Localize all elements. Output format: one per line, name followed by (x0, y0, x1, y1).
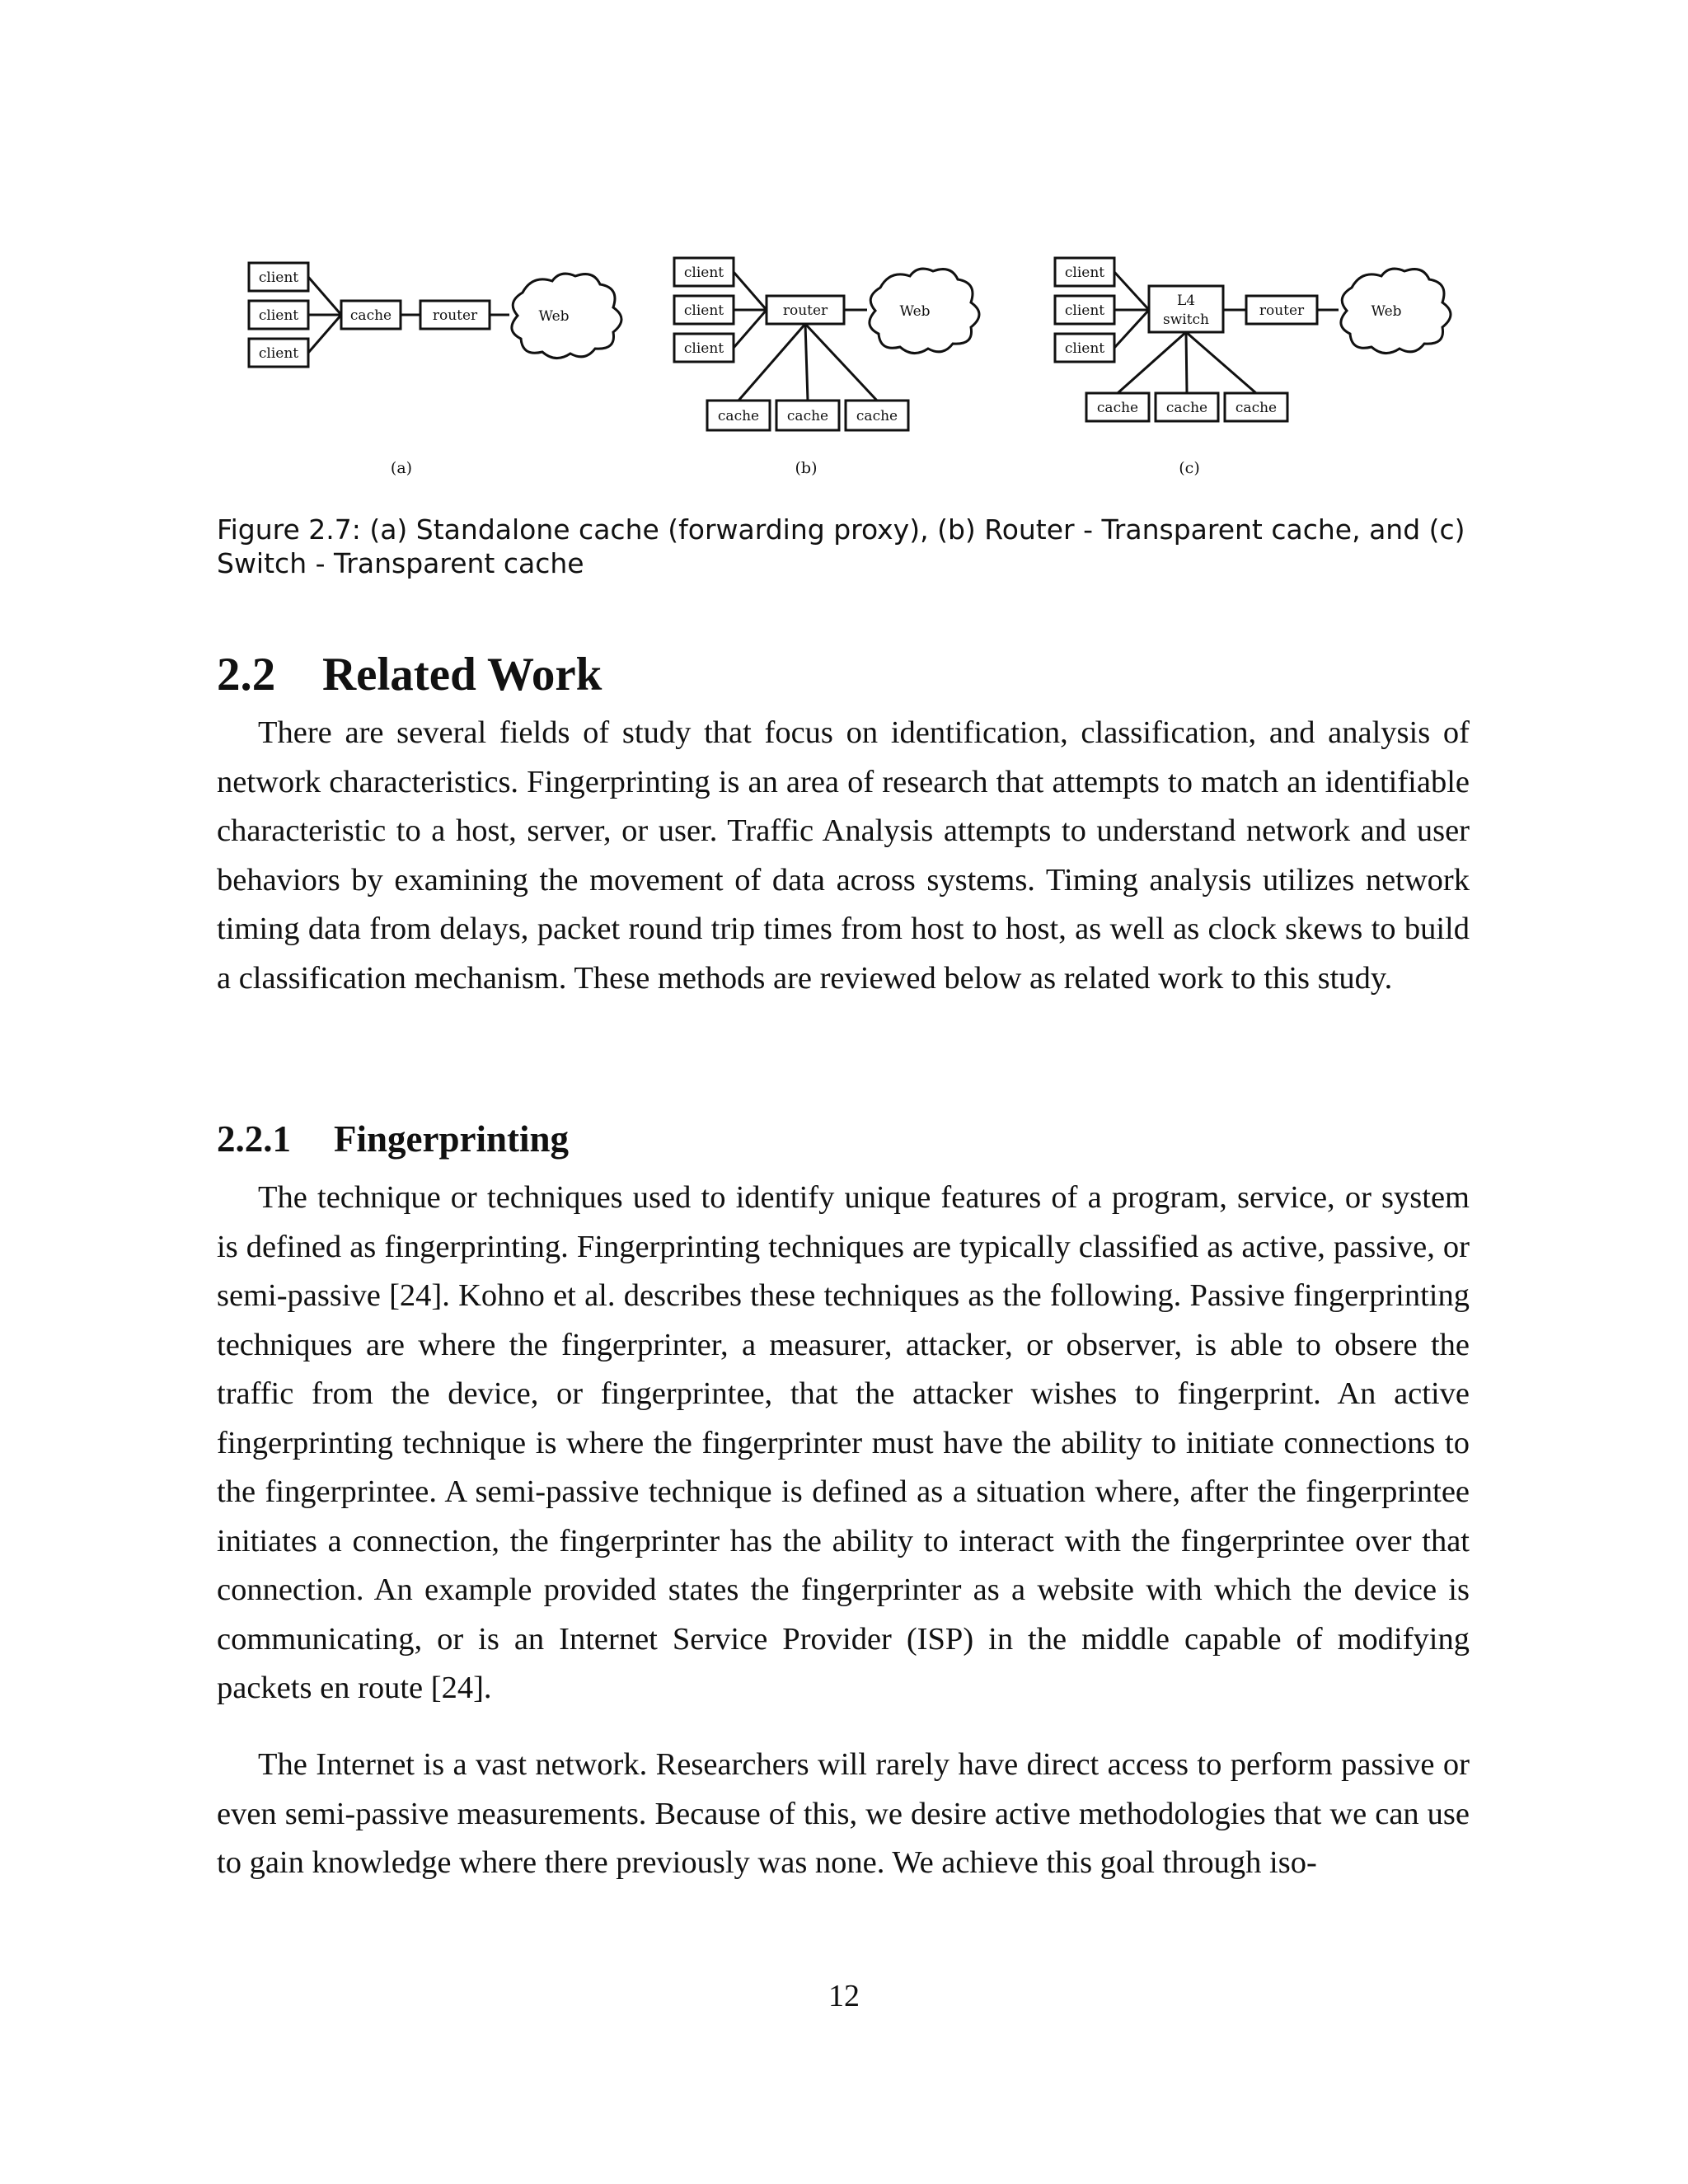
figure-caption: Figure 2.7: (a) Standalone cache (forwarding proxy), (b) Router - Transparent cache, and (c) Switch - Transparent cache (217, 513, 1465, 579)
b-panel-label: (b) (795, 459, 818, 477)
section-number: 2.2 (217, 649, 276, 701)
b-router-label: router (782, 302, 828, 319)
network-cache-diagram (0, 0, 1688, 494)
subsection-title: Fingerprinting (334, 1118, 570, 1160)
subsection-paragraph-1: The technique or techniques used to identify unique features of a program, service, or system is defined as fingerprinting. Fingerprinting techniques are typically classified as active, passive, or semi-passive [24]. Kohno et al. describes these techniques as the following. Passive fingerprinting techniques are where the fingerprinter, a measurer, attacker, or observer, is able to obsere the traffic from the device, or fingerprintee, that the attacker wishes to fingerprint. An active fingerprinting technique is where the fingerprinter must have the ability to initiate connections to the fingerprintee. A semi-passive technique is defined as a situation where, after the fingerprintee initiates a connection, the fingerprinter has the ability to interact with the fingerprintee over that connection. An example provided states the fingerprinter as a website with which the device is communicating, or is an Internet Service Provider (ISP) in the middle capable of modifying packets en route [24]. (217, 1180, 1470, 1705)
b-client-label-3: client (683, 340, 724, 357)
a-client-label-1: client (258, 269, 299, 286)
b-client-label-2: client (683, 302, 724, 319)
a-client-label-3: client (258, 345, 299, 362)
a-panel-label: (a) (390, 459, 413, 477)
a-web-label: Web (538, 308, 570, 325)
b-client-label-1: client (683, 265, 724, 281)
c-panel-label: (c) (1179, 459, 1200, 477)
c-switch-label-2: switch (1162, 312, 1210, 328)
section-title: Related Work (322, 649, 603, 701)
c-client-label-2: client (1064, 302, 1105, 319)
c-cache-label-2: cache (1165, 400, 1208, 416)
c-switch-label-1: L4 (1176, 293, 1196, 309)
a-cache-label: cache (349, 307, 392, 324)
subsection-number: 2.2.1 (217, 1118, 291, 1160)
a-router-label: router (432, 307, 478, 324)
section-heading (217, 648, 602, 702)
b-cache-label-2: cache (786, 408, 829, 424)
c-client-label-1: client (1064, 265, 1105, 281)
subsection-heading (217, 1116, 569, 1162)
section-paragraph: There are several fields of study that focus on identification, classification, and analysis of network characteristics. Fingerprinting is an area of research that attempts to match an identifiable characteristic to a host, server, or user. Traffic Analysis attempts to understand network and user behaviors by examining the movement of data across systems. Timing analysis utilizes network timing data from delays, packet round trip times from host to host, as well as clock skews to build a classification mechanism. These methods are reviewed below as related work to this study. (217, 715, 1470, 996)
a-client-label-2: client (258, 307, 299, 324)
c-client-label-3: client (1064, 340, 1105, 357)
c-web-label: Web (1371, 303, 1402, 320)
page-number: 12 (828, 1979, 860, 2013)
c-cache-label-1: cache (1096, 400, 1139, 416)
subsection-paragraph-2: The Internet is a vast network. Researchers will rarely have direct access to perform passive or even semi-passive measurements. Because of this, we desire active methodologies that we can use to gain knowledge where there previously was none. We achieve this goal through iso- (217, 1747, 1470, 1880)
figure-2-7 (0, 0, 1688, 494)
b-cache-label-1: cache (717, 408, 760, 424)
c-router-label: router (1259, 302, 1305, 319)
b-web-label: Web (899, 303, 931, 320)
b-cache-label-3: cache (856, 408, 898, 424)
c-cache-label-3: cache (1235, 400, 1278, 416)
